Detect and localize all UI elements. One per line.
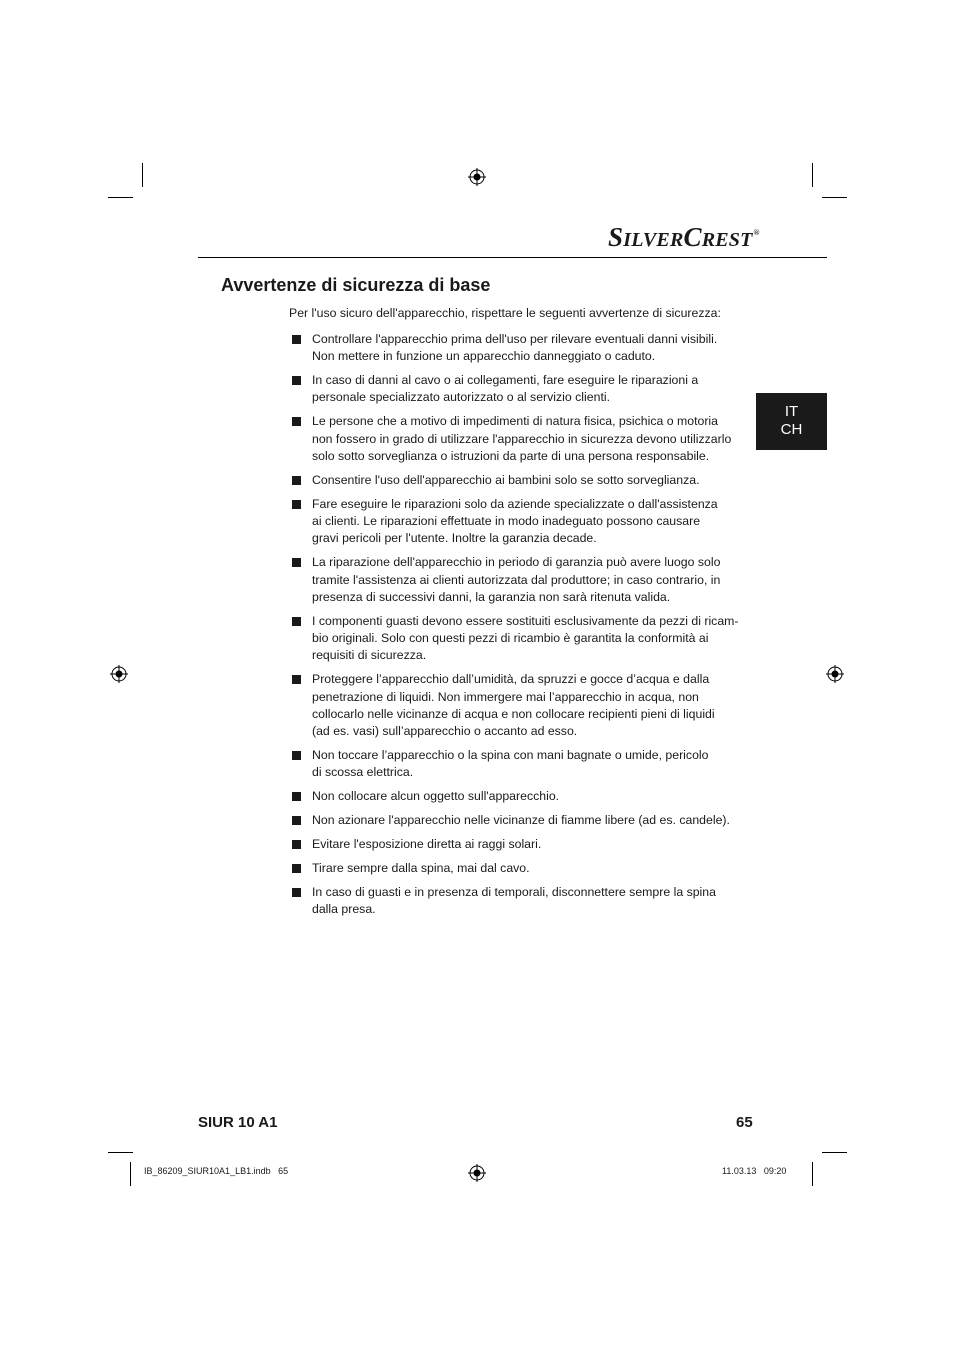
square-bullet-icon [292, 500, 301, 509]
model-number: SIUR 10 A1 [198, 1114, 278, 1131]
registration-mark-icon [468, 1164, 486, 1182]
square-bullet-icon [292, 675, 301, 684]
list-item-line: Tirare sempre dalla spina, mai dal cavo. [312, 860, 530, 875]
list-item [289, 554, 739, 606]
list-item [289, 860, 739, 877]
list-item-line: Non mettere in funzione un apparecchio danneggiato o caduto. [312, 349, 656, 364]
list-item-line: non fossero in grado di utilizzare l'apparecchio in sicurezza devono utilizzarlo [312, 431, 732, 446]
square-bullet-icon [292, 476, 301, 485]
crop-mark [108, 197, 133, 198]
list-item-line: Evitare l'esposizione diretta ai raggi solari. [312, 836, 542, 851]
square-bullet-icon [292, 888, 301, 897]
list-item [289, 747, 739, 782]
registration-mark-icon [110, 665, 128, 683]
language-tab [756, 393, 827, 450]
list-item-line: Non collocare alcun oggetto sull'apparecchio. [312, 789, 560, 804]
crop-mark [142, 163, 143, 187]
safety-warning-list [289, 331, 739, 925]
list-item [289, 496, 739, 548]
registration-mark-icon [468, 168, 486, 186]
list-item-line: Controllare l'apparecchio prima dell'uso per rilevare eventuali danni visibili. [312, 332, 718, 346]
silvercrest-logo: SILVERCREST® [608, 222, 760, 252]
list-item-line: di scossa elettrica. [312, 765, 414, 780]
crop-mark [108, 1152, 133, 1153]
square-bullet-icon [292, 335, 301, 344]
square-bullet-icon [292, 417, 301, 426]
list-item-line: In caso di guasti e in presenza di temporali, disconnettere sempre la spina [312, 884, 716, 899]
crop-mark [812, 163, 813, 187]
square-bullet-icon [292, 840, 301, 849]
list-item [289, 884, 739, 919]
print-slug-file: IB_86209_SIUR10A1_LB1.indb 65 [144, 1166, 289, 1176]
list-item-line: presenza di successivi danni, la garanzia non sarà ritenuta valida. [312, 589, 671, 604]
square-bullet-icon [292, 816, 301, 825]
crop-mark [822, 1152, 847, 1153]
square-bullet-icon [292, 792, 301, 801]
crop-mark [812, 1162, 813, 1186]
list-item [289, 413, 739, 465]
list-item-line: Le persone che a motivo di impedimenti di natura fisica, psichica o motoria [312, 414, 719, 429]
list-item-line: Non toccare l’apparecchio o la spina con mani bagnate o umide, pericolo [312, 747, 709, 762]
list-item-line: (ad es. vasi) sull’apparecchio o accanto ad esso. [312, 724, 578, 739]
crop-mark [130, 1162, 131, 1186]
list-item-line: penetrazione di liquidi. Non immergere mai l’apparecchio in acqua, non [312, 689, 699, 704]
list-item-line: requisiti di sicurezza. [312, 648, 427, 663]
list-item [289, 812, 739, 829]
list-item [289, 836, 739, 853]
page-number: 65 [736, 1114, 753, 1131]
list-item [289, 671, 739, 740]
list-item-line: solo sotto sorveglianza o istruzioni da parte di una persona responsabile. [312, 448, 710, 463]
square-bullet-icon [292, 617, 301, 626]
list-item-line: bio originali. Solo con questi pezzi di ricambio è garantita la conformità ai [312, 631, 709, 646]
list-item-line: Proteggere l’apparecchio dall’umidità, da spruzzi e gocce d’acqua e dalla [312, 672, 710, 687]
list-item-line: personale specializzato autorizzato o al servizio clienti. [312, 390, 611, 405]
list-item-line: La riparazione dell'apparecchio in periodo di garanzia può avere luogo solo [312, 555, 721, 570]
square-bullet-icon [292, 558, 301, 567]
list-item-line: ai clienti. Le riparazioni effettuate in modo inadeguato possono causare [312, 514, 701, 529]
list-item-line: tramite l'assistenza ai clienti autorizzata dal produttore; in caso contrario, in [312, 572, 721, 587]
header-rule [198, 257, 827, 258]
list-item-line: Consentire l'uso dell'apparecchio ai bambini solo se sotto sorveglianza. [312, 472, 700, 487]
list-item [289, 472, 739, 489]
list-item-line: In caso di danni al cavo o ai collegamenti, fare eseguire le riparazioni a [312, 373, 699, 388]
section-heading: Avvertenze di sicurezza di base [221, 275, 491, 295]
language-code-ch: CH [780, 421, 803, 438]
list-item [289, 788, 739, 805]
print-slug-datetime: 11.03.13 09:20 [722, 1166, 787, 1176]
square-bullet-icon [292, 864, 301, 873]
list-item [289, 613, 739, 665]
list-item-line: Non azionare l'apparecchio nelle vicinanze di fiamme libere (ad es. candele). [312, 813, 730, 828]
list-item-line: I componenti guasti devono essere sostituiti esclusivamente da pezzi di ricam- [312, 613, 739, 628]
square-bullet-icon [292, 751, 301, 760]
square-bullet-icon [292, 376, 301, 385]
list-item [289, 331, 739, 366]
list-item [289, 372, 739, 407]
crop-mark [822, 197, 847, 198]
intro-text: Per l'uso sicuro dell'apparecchio, rispettare le seguenti avvertenze di sicurezza: [289, 306, 721, 320]
list-item-line: Fare eseguire le riparazioni solo da aziende specializzate o dall'assistenza [312, 496, 718, 511]
list-item-line: gravi pericoli per l'utente. Inoltre la garanzia decade. [312, 531, 597, 546]
language-code-it: IT [784, 403, 799, 420]
list-item-line: dalla presa. [312, 902, 376, 917]
registration-mark-icon [826, 665, 844, 683]
list-item-line: collocarlo nelle vicinanze di acqua e non collocare recipienti pieni di liquidi [312, 706, 715, 721]
